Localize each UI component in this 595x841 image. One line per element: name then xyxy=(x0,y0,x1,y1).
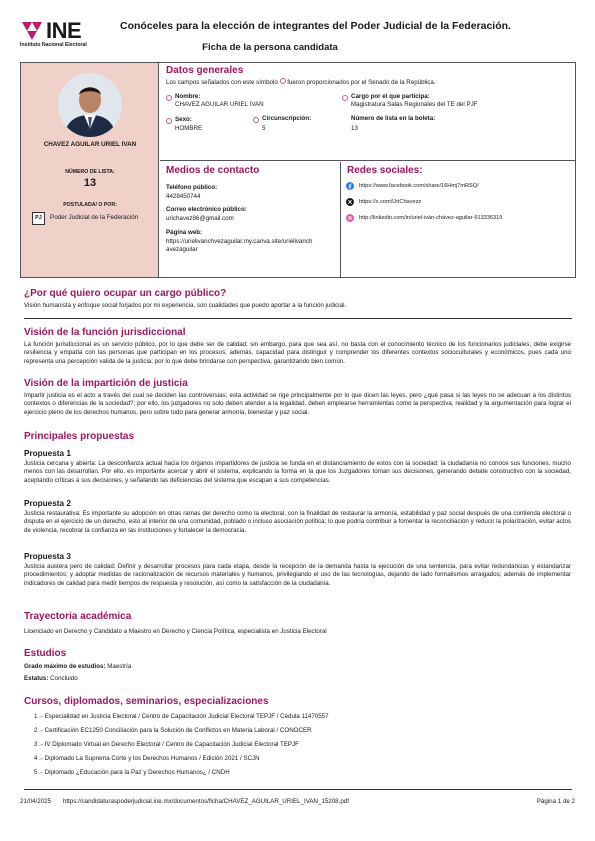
vision-justice-title: Visión de la impartición de justicia xyxy=(24,378,188,389)
courses-section xyxy=(24,696,571,707)
note-text-before: Los campos señalados con este símbolo xyxy=(166,79,278,86)
why-section xyxy=(24,288,571,310)
general-data-section xyxy=(160,63,576,161)
proposal-item xyxy=(24,499,571,535)
status-row xyxy=(24,675,571,683)
post-label: Cargo por el que participa: xyxy=(351,93,430,100)
proposals-title: Principales propuestas xyxy=(24,431,135,442)
nominator-badge: PJ xyxy=(32,212,45,225)
ine-logo-icon xyxy=(20,20,44,42)
general-data-note xyxy=(166,79,436,87)
course-item: 5 .- Diplomado ¿Educación para la Paz y Derechos Humanos¿ / CNDH xyxy=(34,769,230,776)
course-item: 3 .- IV Diplomado Virtual en Derecho Electoral / Centro de Capacitación Judicial Electoral TEPJF xyxy=(34,741,299,748)
email-value[interactable]: urichavez86@gmail.com xyxy=(166,215,234,222)
list-number-label: NÚMERO DE LISTA: xyxy=(65,169,115,175)
page-title: Conóceles para la elección de integrantes del Poder Judicial de la Federación. xyxy=(120,20,511,32)
studies-title: Estudios xyxy=(24,648,67,659)
proposal-label: Propuesta 2 xyxy=(24,499,71,508)
candidate-name: CHAVEZ AGUILAR URIEL IVAN xyxy=(43,141,137,148)
nominator-name: Poder Judicial de la Federación xyxy=(50,214,139,221)
sex-value: HOMBRE xyxy=(175,125,203,132)
ine-logo xyxy=(20,18,100,52)
status-label: Estatus: xyxy=(24,675,49,683)
course-item: 1 .- Especialidad en Justicia Electoral / Centro de Capacitación Judicial Electoral TEPJF / Cédula 11470557 xyxy=(34,713,329,720)
x-link[interactable]: https://x.com/UriChavezz xyxy=(359,199,422,205)
degree-label: Grado máximo de estudios: xyxy=(24,663,106,670)
why-text: Visión humanista y enfoque social forjados por mi experiencia, son cualidades que puedo aportar a la función judicial. xyxy=(24,302,347,309)
sex-label: Sexo: xyxy=(175,116,192,123)
candidate-panel xyxy=(21,63,159,277)
phone-label: Teléfono público: xyxy=(166,184,218,191)
vision-function-title: Visión de la función jurisdiccional xyxy=(24,327,186,338)
career-title: Trayectoria académica xyxy=(24,611,132,622)
vision-justice-text: Impartir justicia es el acto a través del cual se deciden las controversias; esta actividad se rige principalmente por lo que dicen las leyes, pero ¿qué pasa si las leyes no se adecuan a los distintos contextos o diferencias de la sociedad?; por ello, los juzgadores no solo deben atender a la legalidad, deben emplearse herramientas como la perspectiva, realidad y la argumentación para lograr el ejercicio pleno de los derechos humanos, pero sobre todo para generar armonía, bienestar y paz social. xyxy=(24,392,571,416)
career-text: Licenciado en Derecho y Candidato a Maestro en Derecho y Ciencia Política, especialista en Justicia Electoral xyxy=(24,628,327,635)
linkedin-link[interactable]: http://linkedin.com/in/uriel-iván-chávez-aguilar-913336319 xyxy=(359,215,503,221)
social-title: Redes sociales: xyxy=(347,165,423,176)
web-icon xyxy=(346,214,354,222)
vision-justice-section xyxy=(24,378,571,417)
studies-section xyxy=(24,648,571,684)
logo-subtext: Instituto Nacional Electoral xyxy=(20,42,87,48)
profile-card xyxy=(20,62,576,278)
footer-divider xyxy=(24,789,572,790)
phone-value: 4428450744 xyxy=(166,193,201,200)
footer-url[interactable]: https://candidaturaspoderjudicial.ine.mx/documentos/ficha/CHAVEZ_AGUILAR_URIEL_IVAN_15208.pdf xyxy=(63,798,349,805)
footer-page-number: Página 1 de 2 xyxy=(536,798,575,805)
proposal-item xyxy=(24,449,571,485)
senate-marker-icon xyxy=(166,95,172,101)
courses-title: Cursos, diplomados, seminarios, especializaciones xyxy=(24,696,269,707)
list-number-value: 13 xyxy=(83,177,97,189)
x-icon xyxy=(346,198,354,206)
name-label: Nombre: xyxy=(175,93,201,100)
senate-marker-icon xyxy=(280,78,286,84)
footer-date: 21/04/2025 xyxy=(20,798,51,805)
page-subtitle: Ficha de la persona candidata xyxy=(202,42,338,53)
social-section xyxy=(342,162,576,277)
proposal-text: Justicia restaurativa: Es importante su adopción en otras ramas del derecho como la electoral, con la finalidad de restaurar la armonía, estabilidad y paz social después de una contienda electoral o disputa en el ejercicio de un derecho, esto al interior de una comunidad, poblado o incluso asociación política; lo que podría contribuir a fomentar la reconciliación y reducir la polarización, evitar actos de violencia, recobrar la confianza en las instituciones y fortalecer la democracia. xyxy=(24,510,571,534)
proposal-item xyxy=(24,552,571,588)
why-title: ¿Por qué quiero ocupar un cargo público? xyxy=(24,288,227,299)
senate-marker-icon xyxy=(342,95,348,101)
note-text-after: fueron proporcionados por el Senado de la República. xyxy=(287,79,436,86)
facebook-icon xyxy=(346,182,354,190)
page-header xyxy=(20,14,575,56)
course-item: 2 .- Certificación EC1250 Conciliación para la Solución de Conflictos en Materia Laboral / CONOCER xyxy=(34,727,312,734)
degree-row xyxy=(24,663,571,671)
name-value: CHAVEZ AGUILAR URIEL IVAN xyxy=(175,101,264,108)
logo-text: INE xyxy=(46,18,82,43)
facebook-link[interactable]: https://www.facebook.com/share/16Hmj7mRSQ/ xyxy=(359,183,479,189)
career-section xyxy=(24,611,571,636)
contact-title: Medios de contacto xyxy=(166,165,260,176)
website-value-line-2[interactable]: avezaguilar xyxy=(166,246,198,253)
proposals-section xyxy=(24,431,571,442)
senate-marker-icon xyxy=(253,117,259,123)
vision-function-text: La función jurisdiccional es un servicio público, por lo que debe ser de calidad; sin embargo, para que sea así, no basta con el conocimiento técnico de los funcionarios judiciales; debe exigirse resiliencia y empatía con las personas que participan en los procesos; además, capacidad para distinguir y comprender los diferentes contextos socioculturales y económicos, pues cada uno representa una percepción valida de la justicia; por lo que debe brindarse con perspectiva, garantizando bien común. xyxy=(24,341,571,365)
circumscription-value: 5 xyxy=(262,125,266,132)
ballot-number-label: Número de lista en la boleta: xyxy=(351,115,436,122)
ballot-number-value: 13 xyxy=(351,125,358,132)
proposal-text: Justicia cercana y abierta: La desconfianza actual hacia los órganos impartidores de justicia se funda en el distanciamiento de estos con la sociedad; la ciudadanía no conoce sus funciones, mucho menos con las desarrollan. Por ello, es importante acercar y abrir el sistema, explicando la forma en la que los Juzgadores toman sus decisiones, generando debate constructivo con la sociedad, aceptando críticas a sus decisiones, y señalando las deficiencias del sistema que escapan a sus competencias. xyxy=(24,460,571,484)
email-label: Correo electrónico público: xyxy=(166,206,247,213)
circumscription-label: Circunscripción: xyxy=(262,115,312,122)
proposal-label: Propuesta 3 xyxy=(24,552,71,561)
post-value: Magistratura Salas Regionales del TE del PJF xyxy=(351,101,478,108)
degree-value: Maestría xyxy=(107,663,132,670)
course-item: 4 .- Diplomado La Suprema Corte y los Derechos Humanos / Edición 2021 / SCJN xyxy=(34,755,260,762)
website-label: Página web: xyxy=(166,229,203,236)
nominated-by-label: POSTULADA/ O POR: xyxy=(63,202,117,208)
proposal-label: Propuesta 1 xyxy=(24,449,71,458)
general-data-title: Datos generales xyxy=(166,65,244,76)
proposal-text: Justicia austera pero de calidad: Definir y desarrollar procesos para cada etapa, desde la recepción de la demanda hasta la ejecución de una sentencia, para evitar redundancias y estandarizar procedimientos; y adoptar medidas de racionalización de recursos materiales y humanos, privilegiando el uso de las tecnologías, dejando de lado formalismos arraigados; además de implementar indicadores de calidad para medir tiempos de respuesta y resolución, así como la satisfacción de la ciudadanía. xyxy=(24,563,571,587)
status-value: Concluido xyxy=(50,675,78,683)
senate-marker-icon xyxy=(166,118,172,124)
candidate-portrait-icon xyxy=(58,73,122,137)
website-value-line-1[interactable]: https://urielivanchvezaguilar.my.canva.site/urielivanch xyxy=(166,238,313,245)
divider xyxy=(24,318,572,319)
candidate-photo xyxy=(58,73,122,137)
vision-function-section xyxy=(24,327,571,366)
contact-section xyxy=(160,162,341,277)
